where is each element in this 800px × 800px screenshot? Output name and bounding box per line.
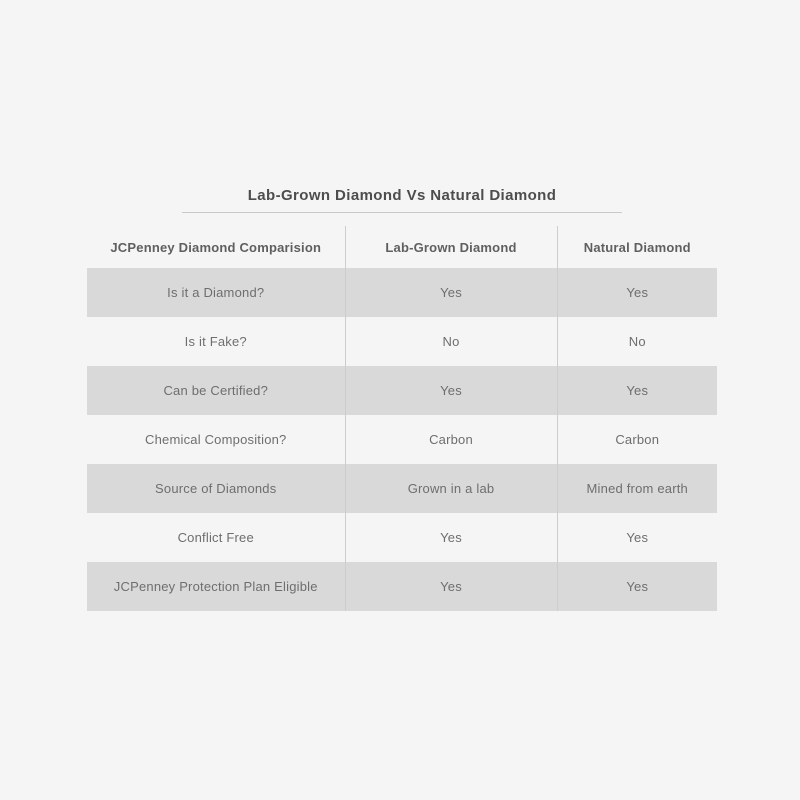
natural-cell: Yes [557, 268, 717, 317]
natural-cell: No [557, 317, 717, 366]
table-row [87, 415, 717, 464]
title-underline [182, 212, 622, 213]
feature-cell: Can be Certified? [163, 383, 269, 398]
table-row [87, 366, 717, 415]
lab-grown-cell: Yes [345, 366, 557, 415]
table-row [87, 464, 717, 513]
natural-cell: Carbon [557, 415, 717, 464]
table-row [87, 562, 717, 611]
table-row [87, 317, 717, 366]
feature-cell: Source of Diamonds [155, 481, 277, 496]
table-row [87, 513, 717, 562]
lab-grown-cell: Grown in a lab [345, 464, 557, 513]
natural-cell: Yes [557, 366, 717, 415]
column-header-feature: JCPenney Diamond Comparision [110, 239, 322, 255]
lab-grown-cell: Yes [345, 513, 557, 562]
lab-grown-cell: Yes [345, 562, 557, 611]
natural-cell: Yes [557, 513, 717, 562]
table-row [87, 268, 717, 317]
natural-cell: Mined from earth [557, 464, 717, 513]
natural-cell: Yes [557, 562, 717, 611]
feature-cell: JCPenney Protection Plan Eligible [113, 579, 318, 594]
table-header-row [87, 226, 717, 268]
lab-grown-cell: Carbon [345, 415, 557, 464]
column-header-lab-grown: Lab-Grown Diamond [345, 226, 557, 268]
feature-cell: Conflict Free [177, 530, 254, 545]
lab-grown-cell: No [345, 317, 557, 366]
lab-grown-cell: Yes [345, 268, 557, 317]
column-header-natural: Natural Diamond [557, 226, 717, 268]
feature-cell: Chemical Composition? [145, 432, 287, 447]
comparison-panel [87, 186, 717, 611]
feature-cell: Is it Fake? [184, 334, 247, 349]
comparison-table [87, 226, 717, 611]
feature-cell: Is it a Diamond? [167, 285, 265, 300]
page-title: Lab-Grown Diamond Vs Natural Diamond [247, 187, 557, 204]
